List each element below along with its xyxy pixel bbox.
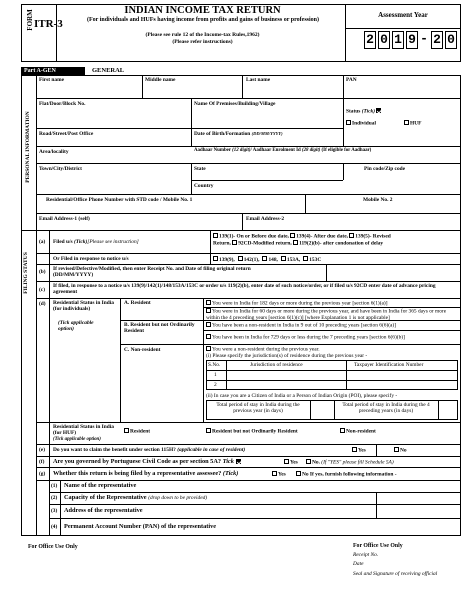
e-no-option[interactable]: No xyxy=(394,447,407,454)
email1-label: Email Address-1 (self) xyxy=(39,216,90,222)
resident-opt-2[interactable]: You were in India for 60 days or more during the previous year, and have been in India for 365 days or more within the 4 preceding years [section 6(1)(c)] [where Explanation 1 is not applicable] xyxy=(206,308,447,321)
year-digit-box: 2 xyxy=(431,31,443,49)
flat-label: Flat/Door/Block No. xyxy=(39,101,86,107)
f-yes-option[interactable]: Yes xyxy=(284,459,298,466)
year-digit-box: 0 xyxy=(445,31,457,49)
middle-name-label: Middle name xyxy=(145,77,176,83)
year-digit-box: 0 xyxy=(378,31,390,49)
rnor-label: B. Resident but not Ordinarily Resident xyxy=(124,322,195,335)
part-label: Part A-GEN xyxy=(24,68,56,74)
pin-label: Pin code/Zip code xyxy=(364,166,406,172)
year-digit-box: - xyxy=(420,31,428,46)
first-name-label: First name xyxy=(39,77,65,83)
filing-d-label: Residential Status in India (for individuals) xyxy=(53,300,114,313)
tbl-row-2: 2 xyxy=(214,382,217,388)
notice-options xyxy=(213,256,324,263)
form-label: FORM xyxy=(26,9,34,31)
year-digit-box: 2 xyxy=(364,31,376,49)
form-title: INDIAN INCOME TAX RETURN xyxy=(124,5,281,16)
side-label-personal: PERSONAL INFORMATION xyxy=(25,111,31,183)
huf-opt-rnor[interactable]: Resident but not Ordinarily Resident xyxy=(206,428,298,435)
town-label: Town/City/District xyxy=(39,166,82,172)
rnor-opt-1[interactable]: You have been a non-resident in India in 9 out of 10 preceding years [section 6(6)(a)] xyxy=(206,322,396,329)
status-label: Status (Tick) xyxy=(346,108,382,115)
opt-139-5[interactable] xyxy=(349,233,354,238)
stay-prev-label: Total period of stay in India during the previous year (in days) xyxy=(216,402,300,415)
nonres-label: C. Non-resident xyxy=(124,347,161,353)
citizen-question: (ii) In case you are a Citizen of India or a Person of Indian Origin (POI), please specify - xyxy=(206,393,398,399)
notice-option[interactable]: 139(9), xyxy=(213,257,235,263)
form-subtitle: (For individuals and HUFs having income from profits and gains of business or profession) xyxy=(87,17,319,23)
filing-f-no: (f) xyxy=(39,459,45,465)
area-label: Area/locality xyxy=(39,149,69,155)
filing-c-no: (c) xyxy=(39,287,45,293)
mobile2-label: Mobile No. 2 xyxy=(363,197,393,203)
e-yes-option[interactable]: Yes xyxy=(352,447,366,454)
huf-option[interactable]: HUF xyxy=(404,120,421,127)
phone-label: Residential/Office Phone Number with STD code / Mobile No. 1 xyxy=(46,197,193,203)
opt-119-2b[interactable] xyxy=(293,240,298,245)
receipt-no: Receipt No. xyxy=(353,552,379,558)
country-label: Country xyxy=(194,183,214,189)
g-yes-option[interactable]: Yes xyxy=(272,471,286,478)
dob-label: Date of Birth/Formation (DD/MM/YYYY) xyxy=(194,131,283,137)
g-no-option[interactable]: No If yes, furnish following information - xyxy=(296,471,397,478)
filing-g-no: (g) xyxy=(39,471,46,477)
g3-no: (3) xyxy=(51,508,58,514)
rule-note: (Please see rule 12 of the Income-tax Rules,1962) xyxy=(145,32,260,38)
f-tick-checkbox[interactable] xyxy=(236,459,241,464)
nonres-opt[interactable]: You were a non-resident during the previous year. xyxy=(206,346,320,353)
road-label: Road/Street/Post Office xyxy=(39,131,94,137)
g2-label: Capacity of the Representative (drop down to be provided) xyxy=(64,494,208,501)
year-digit-box: 1 xyxy=(392,31,404,49)
email2-label: Email Address-2 xyxy=(246,216,285,222)
opt-139-4[interactable] xyxy=(290,233,295,238)
office-use-left: For Office Use Only xyxy=(28,544,78,550)
individual-option[interactable]: Individual xyxy=(346,120,376,127)
footer-date: Date xyxy=(353,561,364,567)
filing-g-label: Whether this return is being filed by a representative assessee? (Tick) xyxy=(53,470,239,477)
assessment-year-label: Assessment Year xyxy=(378,11,428,19)
filing-b-label: If revised/Defective/Modified, then enter Receipt No. and Date of filing original return (DD/MM/YYYY) xyxy=(53,266,251,279)
filing-d-no: (d) xyxy=(39,301,46,307)
last-name-label: Last name xyxy=(246,77,271,83)
section-title: GENERAL xyxy=(92,67,125,74)
notice-option[interactable]: 153C xyxy=(303,257,321,263)
g3-label: Address of the representative xyxy=(64,507,143,514)
tbl-row-1: 1 xyxy=(214,372,217,378)
tbl-head-sno: S.No. xyxy=(208,362,221,368)
resident-opt-1[interactable]: You were in India for 182 days or more during the previous year [section 6(1)(a)] xyxy=(206,300,388,307)
aadhaar-label: Aadhaar Number (12 digit)/ Aadhaar Enrolment Id (28 digit) (If eligible for Aadhaar) xyxy=(194,148,372,153)
opt-92cd[interactable] xyxy=(232,240,237,245)
notice-option[interactable]: 148, xyxy=(262,257,277,263)
g4-label: Permanent Account Number (PAN) of the representative xyxy=(64,523,217,530)
f-no-option[interactable]: No. (If "YES" please fill Schedule 5A) xyxy=(306,459,394,466)
filing-a-label: Filed u/s (Tick)[Please see instruction] xyxy=(53,239,139,245)
pan-label: PAN xyxy=(346,77,357,83)
filing-c-label: If filed, in response to a notice u/s 139(9)/142(1)/148/153A/153C or order u/s 119(2)(b), enter date of such notice/order, or if filed u/s 92CD enter date of advance pricing agreement xyxy=(53,283,436,296)
premises-label: Name Of Premises/Building/Village xyxy=(194,101,276,107)
state-label: State xyxy=(194,166,206,172)
filing-e-no: (e) xyxy=(39,447,45,453)
filing-a-options-2: Return, 92CD-Modified return, 119(2)(b)- after condonation of delay xyxy=(213,240,384,247)
side-label-filing: FILING STATUS xyxy=(23,252,29,294)
filing-f-label: Are you governed by Portuguese Civil Code as per section 5A? Tick xyxy=(53,458,242,465)
filing-a-no: (a) xyxy=(39,239,46,245)
notice-option[interactable]: 142(1), xyxy=(238,257,260,263)
nonres-question: (i) Please specify the jurisdiction(s) of residence during the previous year - xyxy=(206,353,368,359)
form-code: ITR-3 xyxy=(34,18,63,30)
huf-status-tick: (Tick applicable option) xyxy=(53,437,101,442)
g2-no: (2) xyxy=(51,495,58,501)
filing-b-no: (b) xyxy=(39,269,46,275)
notice-label: Or Filed in response to notice u/s xyxy=(53,256,129,262)
huf-opt-resident[interactable]: Resident xyxy=(124,428,150,435)
g1-label: Name of the representative xyxy=(64,482,137,489)
filing-d-tick: (Tick applicable option) xyxy=(58,320,94,333)
rnor-opt-2[interactable]: You have been in India for 729 days or less during the 7 preceding years [section 6(6)(b)] xyxy=(206,334,405,341)
filing-e-label: Do you want to claim the benefit under section 115H? (applicable in case of resident) xyxy=(53,447,246,453)
instructions-note: (Please refer instructions) xyxy=(172,39,233,45)
filing-a-options: 139(1)- On or Before due date, 139(4)- After due date, 139(5)- Revised xyxy=(213,233,391,240)
g1-no: (1) xyxy=(51,483,58,489)
tbl-head-jurisdiction: Jurisdiction of residence xyxy=(250,362,303,368)
tbl-head-tin: Taxpayer Identification Number xyxy=(354,362,424,368)
seal-signature: Seal and Signature of receiving official xyxy=(353,571,438,577)
g4-no: (4) xyxy=(51,524,58,530)
resident-label: A. Resident xyxy=(124,300,151,306)
office-use-right: For Office Use Only xyxy=(353,543,403,549)
status-tick-checkbox[interactable] xyxy=(376,108,381,113)
opt-139-1[interactable] xyxy=(213,233,218,238)
year-digit-box: 9 xyxy=(406,31,418,49)
huf-opt-nonres[interactable]: Non-resident xyxy=(340,428,376,435)
stay-4-label: Total period of stay in India during the 4 preceding years (in days) xyxy=(342,402,430,415)
notice-option[interactable]: 153A, xyxy=(281,257,300,263)
huf-status-label: Residential Status in India (for HUF) xyxy=(53,424,114,437)
